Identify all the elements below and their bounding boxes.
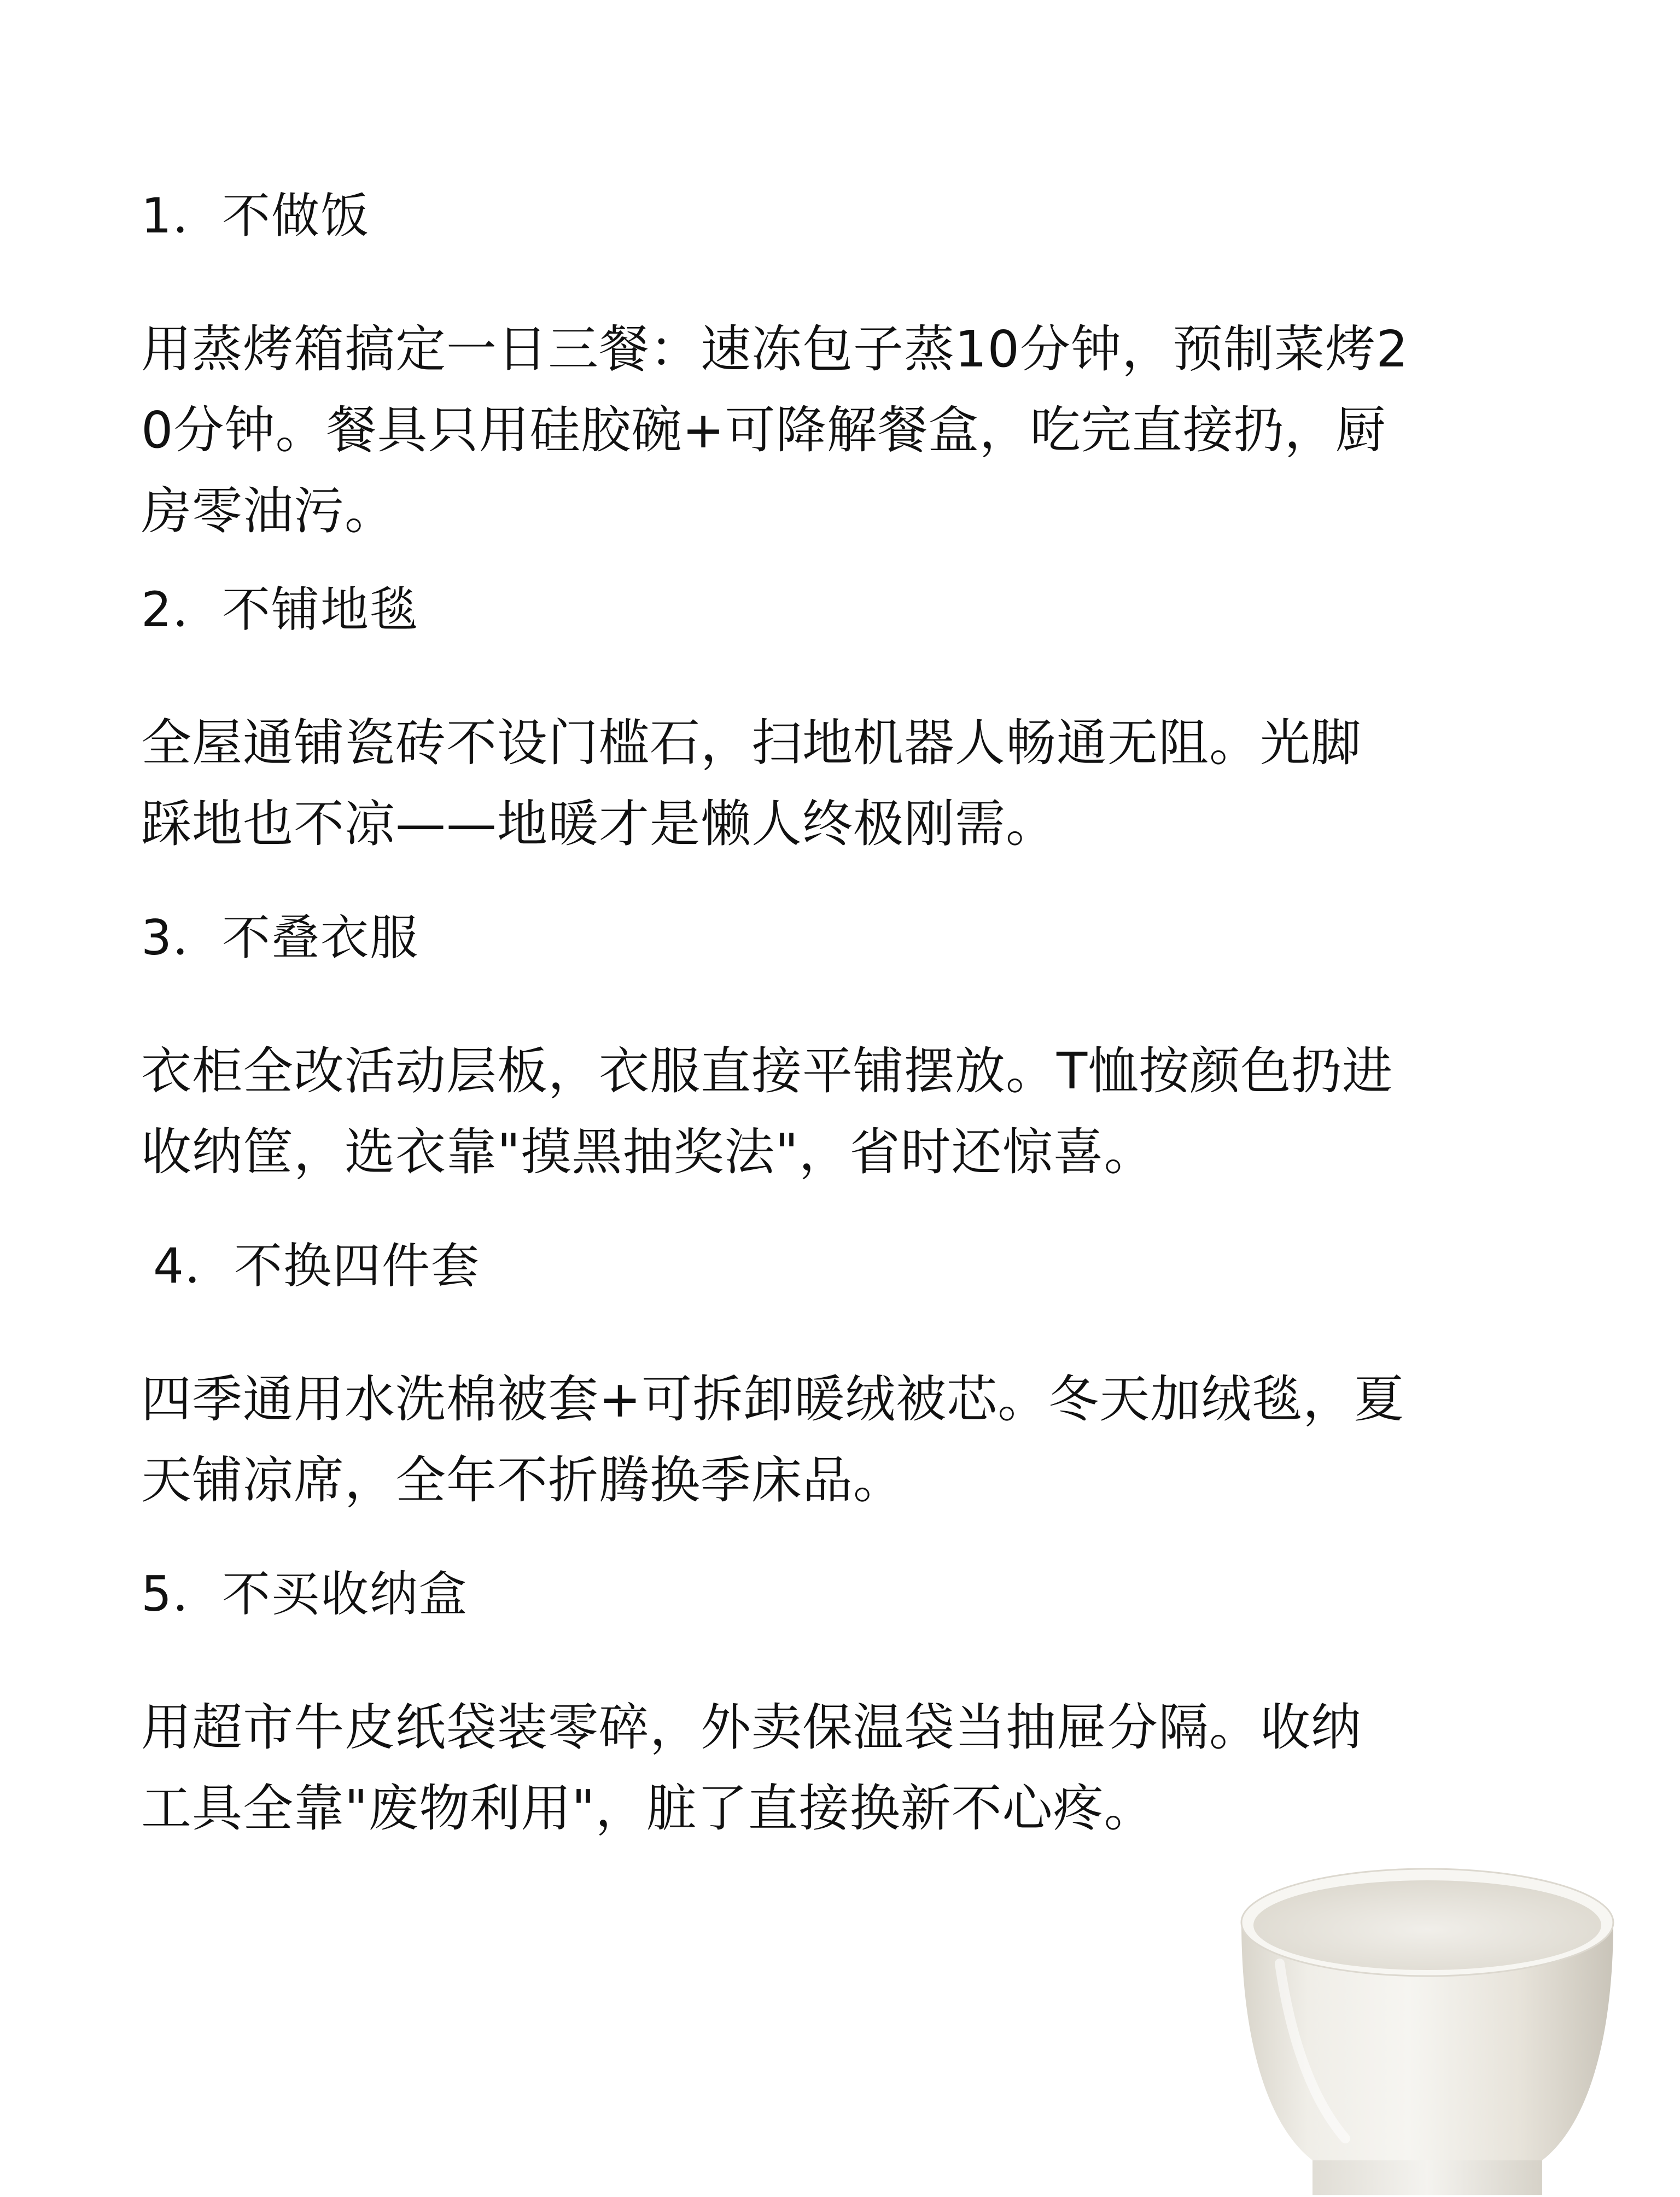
section-2-line-2: 踩地也不凉——地暖才是懒人终极刚需。 [141, 795, 1057, 853]
section-5-heading: 5．不买收纳盒 [141, 1566, 468, 1622]
section-2-heading: 2．不铺地毯 [141, 581, 419, 638]
section-1-line-3: 房零油污。 [141, 482, 396, 540]
section-4-heading: 4．不换四件套 [153, 1238, 480, 1294]
section-1-heading: 1．不做饭 [141, 188, 370, 244]
section-2-line-1: 全屋通铺瓷砖不设门槛石，扫地机器人畅通无阻。光脚 [141, 714, 1362, 772]
section-3-line-2: 收纳筐，选衣靠"摸黑抽奖法"，省时还惊喜。 [141, 1123, 1155, 1181]
section-3-body [141, 1031, 1497, 1193]
section-3-heading: 3．不叠衣服 [141, 910, 419, 966]
section-5-line-2: 工具全靠"废物利用"，脏了直接换新不心疼。 [141, 1779, 1155, 1838]
section-2-body [141, 703, 1497, 865]
section-3-line-1: 衣柜全改活动层板，衣服直接平铺摆放。T恤按颜色扔进 [141, 1042, 1393, 1100]
section-4-body [141, 1359, 1497, 1521]
section-1-body [141, 309, 1497, 552]
section-1-line-2: 0分钟。餐具只用硅胶碗+可降解餐盒，吃完直接扔，厨 [141, 401, 1386, 459]
section-5-body [141, 1687, 1497, 1849]
white-ceramic-cup-icon [1230, 1865, 1624, 2195]
section-5-line-1: 用超市牛皮纸袋装零碎，外卖保温袋当抽屉分隔。收纳 [141, 1698, 1362, 1757]
section-1-line-1: 用蒸烤箱搞定一日三餐：速冻包子蒸10分钟，预制菜烤2 [141, 320, 1409, 378]
section-4-line-2: 天铺凉席，全年不折腾换季床品。 [141, 1451, 905, 1510]
section-4-line-1: 四季通用水洗棉被套+可拆卸暖绒被芯。冬天加绒毯，夏 [141, 1370, 1405, 1429]
